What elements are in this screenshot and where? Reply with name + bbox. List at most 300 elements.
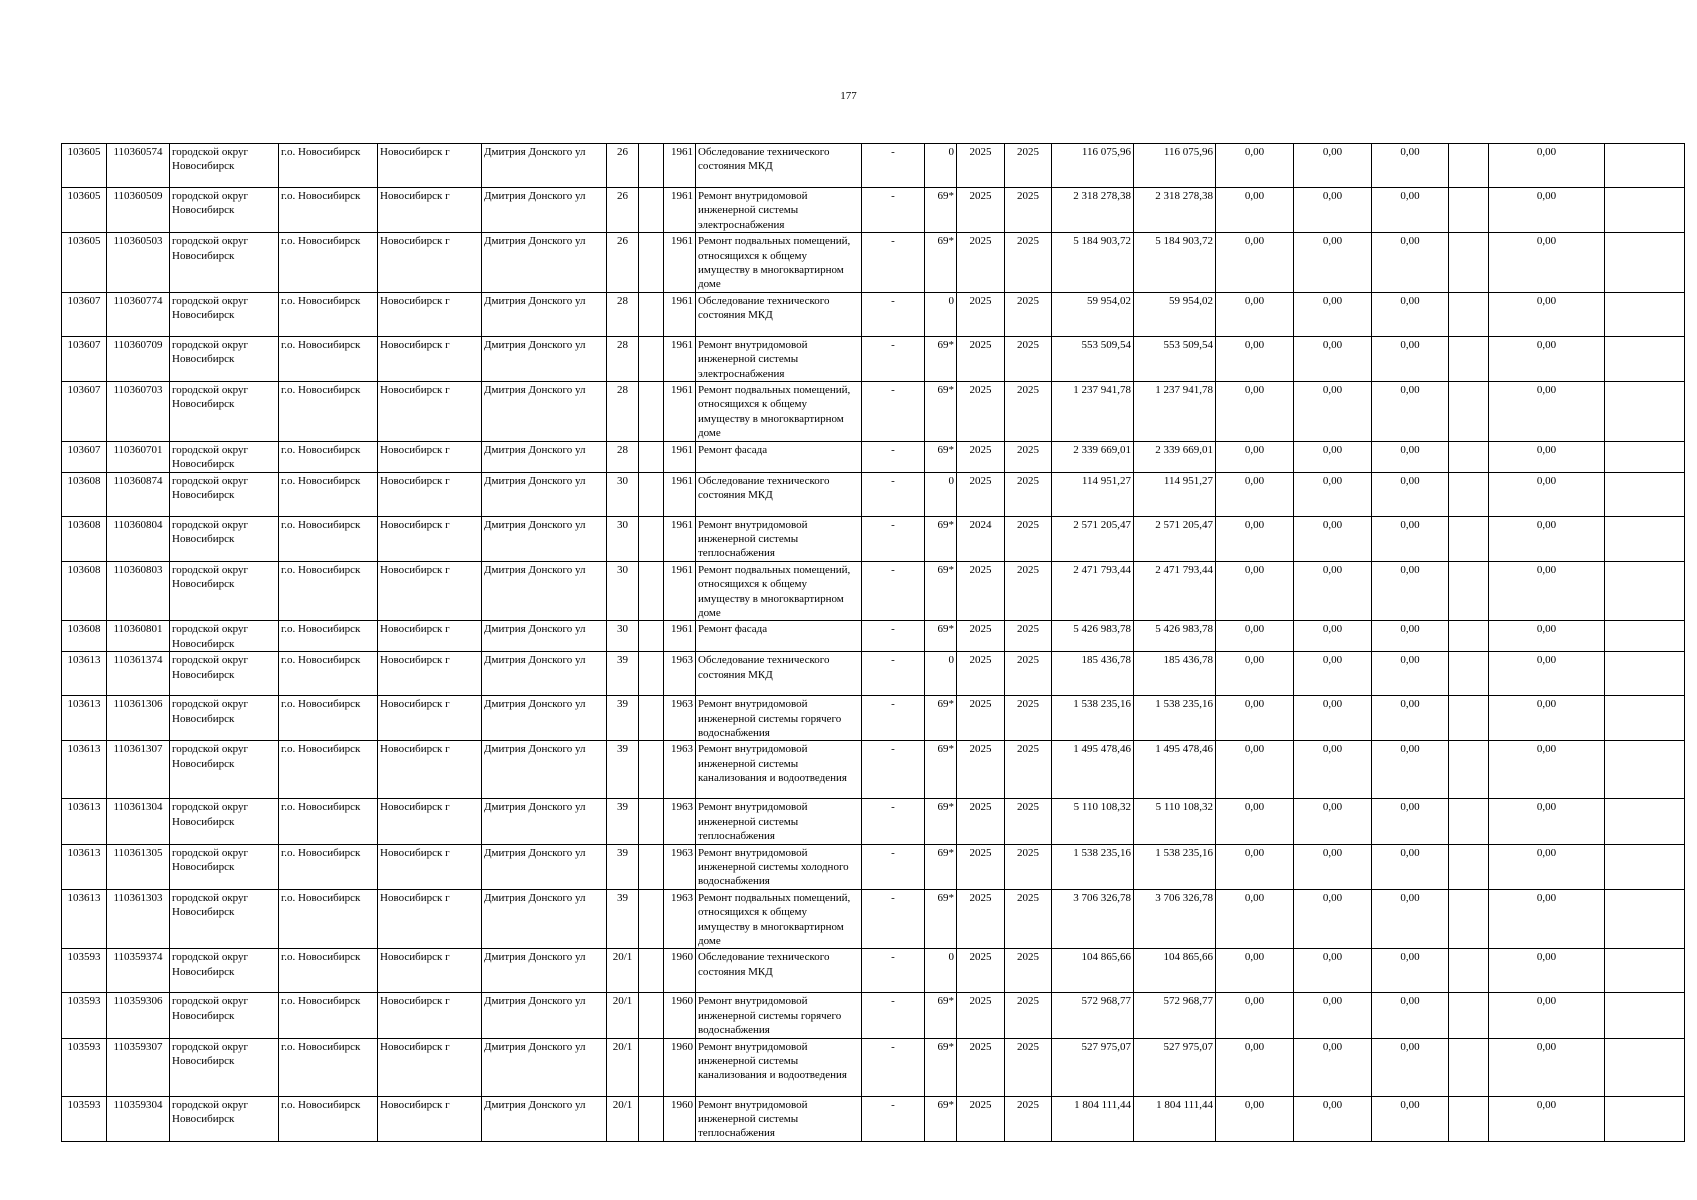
cell-building <box>639 621 664 652</box>
cell-building <box>639 561 664 621</box>
cell-row-id: 103613 <box>62 889 107 949</box>
cell-district: городской округ Новосибирск <box>170 621 279 652</box>
cell-municipality: г.о. Новосибирск <box>279 516 378 561</box>
cell-end-year: 2025 <box>1005 844 1052 889</box>
cell-building <box>639 993 664 1038</box>
cell-district: городской округ Новосибирск <box>170 472 279 516</box>
cell-district: городской округ Новосибирск <box>170 844 279 889</box>
cell-city: Новосибирск г <box>378 441 482 472</box>
cell-city: Новосибирск г <box>378 652 482 696</box>
cell-end-year: 2025 <box>1005 516 1052 561</box>
cell-street: Дмитрия Донского ул <box>482 144 607 188</box>
cell-work-code: 110360574 <box>107 144 170 188</box>
cell-city: Новосибирск г <box>378 516 482 561</box>
table-row <box>62 621 1685 652</box>
cell-work-type: Ремонт внутридомовой инженерной системы канализования и водоотведения <box>696 741 862 799</box>
cell-build-year: 1961 <box>664 292 696 336</box>
cell-indicator: - <box>862 1038 925 1096</box>
cell-row-id: 103613 <box>62 696 107 741</box>
cell-build-year: 1961 <box>664 336 696 381</box>
cell-cost-total: 2 339 669,01 <box>1052 441 1134 472</box>
cell-cost-owners: 0,00 <box>1489 336 1605 381</box>
cell-district: городской округ Новосибирск <box>170 741 279 799</box>
cell-cost-total: 5 110 108,32 <box>1052 799 1134 844</box>
cell-end-year: 2025 <box>1005 889 1052 949</box>
cell-city: Новосибирск г <box>378 472 482 516</box>
cell-build-year: 1961 <box>664 621 696 652</box>
cell-cost-owners: 0,00 <box>1489 844 1605 889</box>
cell-building <box>639 696 664 741</box>
cell-municipality: г.о. Новосибирск <box>279 382 378 442</box>
cell-district: городской округ Новосибирск <box>170 1096 279 1141</box>
cell-indicator: - <box>862 652 925 696</box>
cell-cost-federal: 0,00 <box>1216 441 1294 472</box>
cell-wear-percent: 69* <box>925 1096 957 1141</box>
cell-indicator: - <box>862 188 925 233</box>
cell-cost-total: 553 509,54 <box>1052 336 1134 381</box>
cell-start-year: 2025 <box>957 741 1005 799</box>
cell-cost-other <box>1449 1096 1489 1141</box>
table-row <box>62 336 1685 381</box>
cell-work-code: 110359304 <box>107 1096 170 1141</box>
cell-house-number: 28 <box>607 292 639 336</box>
cell-cost-local: 0,00 <box>1372 472 1449 516</box>
cell-wear-percent: 0 <box>925 144 957 188</box>
cell-cost-regional: 0,00 <box>1294 561 1372 621</box>
cell-work-type: Ремонт внутридомовой инженерной системы электроснабжения <box>696 336 862 381</box>
cell-indicator: - <box>862 233 925 293</box>
cell-municipality: г.о. Новосибирск <box>279 336 378 381</box>
cell-indicator: - <box>862 472 925 516</box>
cell-cost-federal: 0,00 <box>1216 741 1294 799</box>
cell-cost-owners: 0,00 <box>1489 233 1605 293</box>
cell-cost-owners: 0,00 <box>1489 741 1605 799</box>
cell-work-code: 110360801 <box>107 621 170 652</box>
cell-street: Дмитрия Донского ул <box>482 621 607 652</box>
cell-cost-fund: 185 436,78 <box>1134 652 1216 696</box>
cell-cost-other <box>1449 441 1489 472</box>
cell-row-id: 103608 <box>62 516 107 561</box>
cell-city: Новосибирск г <box>378 188 482 233</box>
cell-extra <box>1605 844 1685 889</box>
cell-cost-federal: 0,00 <box>1216 472 1294 516</box>
cell-street: Дмитрия Донского ул <box>482 949 607 993</box>
cell-cost-owners: 0,00 <box>1489 382 1605 442</box>
table-row <box>62 1038 1685 1096</box>
table-row <box>62 889 1685 949</box>
cell-row-id: 103607 <box>62 441 107 472</box>
cell-municipality: г.о. Новосибирск <box>279 233 378 293</box>
cell-cost-local: 0,00 <box>1372 144 1449 188</box>
cell-cost-federal: 0,00 <box>1216 516 1294 561</box>
cell-start-year: 2025 <box>957 621 1005 652</box>
cell-cost-local: 0,00 <box>1372 382 1449 442</box>
cell-start-year: 2025 <box>957 696 1005 741</box>
cell-district: городской округ Новосибирск <box>170 652 279 696</box>
cell-cost-total: 5 426 983,78 <box>1052 621 1134 652</box>
cell-house-number: 20/1 <box>607 949 639 993</box>
cell-street: Дмитрия Донского ул <box>482 472 607 516</box>
cell-extra <box>1605 188 1685 233</box>
cell-municipality: г.о. Новосибирск <box>279 844 378 889</box>
cell-cost-federal: 0,00 <box>1216 336 1294 381</box>
cell-building <box>639 472 664 516</box>
cell-row-id: 103613 <box>62 799 107 844</box>
cell-cost-regional: 0,00 <box>1294 441 1372 472</box>
cell-cost-total: 1 804 111,44 <box>1052 1096 1134 1141</box>
cell-end-year: 2025 <box>1005 949 1052 993</box>
cell-end-year: 2025 <box>1005 741 1052 799</box>
cell-row-id: 103607 <box>62 336 107 381</box>
cell-building <box>639 336 664 381</box>
cell-cost-fund: 5 110 108,32 <box>1134 799 1216 844</box>
cell-wear-percent: 0 <box>925 472 957 516</box>
cell-work-code: 110361374 <box>107 652 170 696</box>
cell-start-year: 2025 <box>957 144 1005 188</box>
cell-work-type: Обследование технического состояния МКД <box>696 292 862 336</box>
cell-district: городской округ Новосибирск <box>170 336 279 381</box>
cell-end-year: 2025 <box>1005 441 1052 472</box>
cell-wear-percent: 69* <box>925 516 957 561</box>
cell-building <box>639 1038 664 1096</box>
cell-work-code: 110360703 <box>107 382 170 442</box>
cell-cost-local: 0,00 <box>1372 889 1449 949</box>
cell-municipality: г.о. Новосибирск <box>279 993 378 1038</box>
cell-start-year: 2025 <box>957 233 1005 293</box>
cell-house-number: 20/1 <box>607 1096 639 1141</box>
cell-cost-federal: 0,00 <box>1216 1038 1294 1096</box>
cell-city: Новосибирск г <box>378 949 482 993</box>
cell-district: городской округ Новосибирск <box>170 516 279 561</box>
cell-indicator: - <box>862 441 925 472</box>
cell-street: Дмитрия Донского ул <box>482 993 607 1038</box>
cell-row-id: 103607 <box>62 292 107 336</box>
cell-extra <box>1605 441 1685 472</box>
cell-municipality: г.о. Новосибирск <box>279 188 378 233</box>
cell-row-id: 103607 <box>62 382 107 442</box>
cell-build-year: 1961 <box>664 561 696 621</box>
cell-work-type: Ремонт внутридомовой инженерной системы горячего водоснабжения <box>696 696 862 741</box>
cell-cost-total: 114 951,27 <box>1052 472 1134 516</box>
cell-start-year: 2025 <box>957 441 1005 472</box>
cell-municipality: г.о. Новосибирск <box>279 441 378 472</box>
cell-indicator: - <box>862 889 925 949</box>
cell-indicator: - <box>862 621 925 652</box>
cell-cost-other <box>1449 516 1489 561</box>
cell-work-type: Ремонт внутридомовой инженерной системы электроснабжения <box>696 188 862 233</box>
cell-work-code: 110359307 <box>107 1038 170 1096</box>
cell-indicator: - <box>862 799 925 844</box>
cell-cost-fund: 5 426 983,78 <box>1134 621 1216 652</box>
cell-house-number: 26 <box>607 233 639 293</box>
cell-indicator: - <box>862 516 925 561</box>
cell-cost-owners: 0,00 <box>1489 621 1605 652</box>
cell-cost-other <box>1449 621 1489 652</box>
cell-wear-percent: 69* <box>925 799 957 844</box>
cell-street: Дмитрия Донского ул <box>482 441 607 472</box>
cell-work-code: 110360804 <box>107 516 170 561</box>
cell-end-year: 2025 <box>1005 336 1052 381</box>
cell-cost-owners: 0,00 <box>1489 188 1605 233</box>
cell-start-year: 2025 <box>957 799 1005 844</box>
cell-wear-percent: 69* <box>925 1038 957 1096</box>
cell-cost-total: 2 318 278,38 <box>1052 188 1134 233</box>
cell-work-type: Ремонт внутридомовой инженерной системы горячего водоснабжения <box>696 993 862 1038</box>
cell-building <box>639 1096 664 1141</box>
cell-street: Дмитрия Донского ул <box>482 799 607 844</box>
cell-district: городской округ Новосибирск <box>170 993 279 1038</box>
cell-work-type: Ремонт внутридомовой инженерной системы канализования и водоотведения <box>696 1038 862 1096</box>
table-row <box>62 144 1685 188</box>
cell-start-year: 2025 <box>957 949 1005 993</box>
cell-work-type: Ремонт внутридомовой инженерной системы теплоснабжения <box>696 799 862 844</box>
cell-house-number: 39 <box>607 652 639 696</box>
cell-cost-fund: 114 951,27 <box>1134 472 1216 516</box>
cell-cost-local: 0,00 <box>1372 1038 1449 1096</box>
cell-municipality: г.о. Новосибирск <box>279 949 378 993</box>
cell-cost-fund: 1 804 111,44 <box>1134 1096 1216 1141</box>
cell-cost-fund: 2 471 793,44 <box>1134 561 1216 621</box>
cell-district: городской округ Новосибирск <box>170 188 279 233</box>
cell-cost-regional: 0,00 <box>1294 844 1372 889</box>
cell-house-number: 20/1 <box>607 1038 639 1096</box>
cell-wear-percent: 69* <box>925 233 957 293</box>
cell-end-year: 2025 <box>1005 1038 1052 1096</box>
cell-extra <box>1605 993 1685 1038</box>
cell-building <box>639 799 664 844</box>
cell-municipality: г.о. Новосибирск <box>279 561 378 621</box>
cell-work-type: Обследование технического состояния МКД <box>696 472 862 516</box>
cell-house-number: 39 <box>607 844 639 889</box>
cell-build-year: 1963 <box>664 696 696 741</box>
cell-wear-percent: 69* <box>925 889 957 949</box>
table-row <box>62 696 1685 741</box>
cell-street: Дмитрия Донского ул <box>482 233 607 293</box>
cell-cost-owners: 0,00 <box>1489 561 1605 621</box>
cell-row-id: 103605 <box>62 233 107 293</box>
cell-extra <box>1605 696 1685 741</box>
cell-cost-total: 527 975,07 <box>1052 1038 1134 1096</box>
cell-cost-local: 0,00 <box>1372 1096 1449 1141</box>
cell-indicator: - <box>862 741 925 799</box>
cell-work-code: 110361303 <box>107 889 170 949</box>
cell-extra <box>1605 741 1685 799</box>
cell-municipality: г.о. Новосибирск <box>279 889 378 949</box>
cell-end-year: 2025 <box>1005 233 1052 293</box>
cell-build-year: 1961 <box>664 472 696 516</box>
cell-build-year: 1963 <box>664 889 696 949</box>
cell-extra <box>1605 652 1685 696</box>
cell-cost-local: 0,00 <box>1372 516 1449 561</box>
cell-cost-local: 0,00 <box>1372 949 1449 993</box>
table-row <box>62 441 1685 472</box>
cell-wear-percent: 69* <box>925 621 957 652</box>
cell-cost-other <box>1449 889 1489 949</box>
cell-cost-other <box>1449 382 1489 442</box>
cell-wear-percent: 69* <box>925 561 957 621</box>
cell-street: Дмитрия Донского ул <box>482 652 607 696</box>
cell-end-year: 2025 <box>1005 621 1052 652</box>
cell-city: Новосибирск г <box>378 1096 482 1141</box>
cell-cost-fund: 5 184 903,72 <box>1134 233 1216 293</box>
cell-house-number: 30 <box>607 621 639 652</box>
table-body <box>62 144 1685 1142</box>
cell-work-type: Ремонт фасада <box>696 441 862 472</box>
cell-cost-regional: 0,00 <box>1294 472 1372 516</box>
cell-cost-federal: 0,00 <box>1216 233 1294 293</box>
cell-start-year: 2025 <box>957 1038 1005 1096</box>
cell-cost-regional: 0,00 <box>1294 949 1372 993</box>
cell-cost-total: 185 436,78 <box>1052 652 1134 696</box>
cell-cost-regional: 0,00 <box>1294 889 1372 949</box>
cell-cost-other <box>1449 652 1489 696</box>
cell-cost-regional: 0,00 <box>1294 652 1372 696</box>
cell-building <box>639 441 664 472</box>
cell-start-year: 2025 <box>957 292 1005 336</box>
cell-house-number: 39 <box>607 889 639 949</box>
cell-cost-federal: 0,00 <box>1216 292 1294 336</box>
cell-cost-fund: 2 339 669,01 <box>1134 441 1216 472</box>
cell-work-code: 110361306 <box>107 696 170 741</box>
cell-cost-federal: 0,00 <box>1216 1096 1294 1141</box>
cell-house-number: 28 <box>607 336 639 381</box>
cell-house-number: 39 <box>607 799 639 844</box>
table-row <box>62 799 1685 844</box>
cell-district: городской округ Новосибирск <box>170 561 279 621</box>
cell-cost-local: 0,00 <box>1372 621 1449 652</box>
cell-cost-fund: 1 538 235,16 <box>1134 844 1216 889</box>
cell-start-year: 2025 <box>957 382 1005 442</box>
cell-cost-regional: 0,00 <box>1294 188 1372 233</box>
cell-cost-total: 2 571 205,47 <box>1052 516 1134 561</box>
cell-cost-owners: 0,00 <box>1489 799 1605 844</box>
cell-cost-other <box>1449 949 1489 993</box>
cell-cost-fund: 553 509,54 <box>1134 336 1216 381</box>
cell-building <box>639 949 664 993</box>
cell-extra <box>1605 292 1685 336</box>
cell-extra <box>1605 561 1685 621</box>
cell-city: Новосибирск г <box>378 741 482 799</box>
cell-cost-federal: 0,00 <box>1216 844 1294 889</box>
cell-city: Новосибирск г <box>378 292 482 336</box>
cell-cost-local: 0,00 <box>1372 696 1449 741</box>
cell-end-year: 2025 <box>1005 472 1052 516</box>
cell-cost-local: 0,00 <box>1372 188 1449 233</box>
cell-extra <box>1605 336 1685 381</box>
cell-street: Дмитрия Донского ул <box>482 696 607 741</box>
cell-district: городской округ Новосибирск <box>170 441 279 472</box>
cell-cost-regional: 0,00 <box>1294 741 1372 799</box>
cell-cost-other <box>1449 336 1489 381</box>
cell-street: Дмитрия Донского ул <box>482 889 607 949</box>
cell-cost-regional: 0,00 <box>1294 696 1372 741</box>
cell-street: Дмитрия Донского ул <box>482 1096 607 1141</box>
cell-cost-other <box>1449 844 1489 889</box>
cell-cost-fund: 2 318 278,38 <box>1134 188 1216 233</box>
table-row <box>62 516 1685 561</box>
cell-wear-percent: 69* <box>925 844 957 889</box>
cell-wear-percent: 0 <box>925 292 957 336</box>
cell-extra <box>1605 621 1685 652</box>
cell-end-year: 2025 <box>1005 382 1052 442</box>
cell-cost-federal: 0,00 <box>1216 382 1294 442</box>
cell-house-number: 26 <box>607 188 639 233</box>
cell-extra <box>1605 1038 1685 1096</box>
cell-district: городской округ Новосибирск <box>170 889 279 949</box>
cell-build-year: 1961 <box>664 382 696 442</box>
table-row <box>62 652 1685 696</box>
capital-repair-table <box>61 143 1685 1142</box>
cell-row-id: 103613 <box>62 741 107 799</box>
cell-cost-owners: 0,00 <box>1489 516 1605 561</box>
cell-cost-total: 104 865,66 <box>1052 949 1134 993</box>
cell-house-number: 26 <box>607 144 639 188</box>
cell-municipality: г.о. Новосибирск <box>279 652 378 696</box>
table-row <box>62 233 1685 293</box>
cell-indicator: - <box>862 336 925 381</box>
table-row <box>62 1096 1685 1141</box>
cell-house-number: 39 <box>607 741 639 799</box>
cell-house-number: 30 <box>607 516 639 561</box>
cell-cost-other <box>1449 188 1489 233</box>
cell-street: Дмитрия Донского ул <box>482 844 607 889</box>
cell-cost-fund: 3 706 326,78 <box>1134 889 1216 949</box>
cell-row-id: 103593 <box>62 1038 107 1096</box>
cell-end-year: 2025 <box>1005 1096 1052 1141</box>
cell-start-year: 2025 <box>957 336 1005 381</box>
cell-row-id: 103608 <box>62 561 107 621</box>
cell-cost-other <box>1449 472 1489 516</box>
cell-cost-regional: 0,00 <box>1294 1096 1372 1141</box>
cell-cost-other <box>1449 292 1489 336</box>
cell-cost-regional: 0,00 <box>1294 292 1372 336</box>
cell-row-id: 103613 <box>62 844 107 889</box>
cell-cost-total: 1 538 235,16 <box>1052 696 1134 741</box>
cell-build-year: 1961 <box>664 188 696 233</box>
cell-cost-fund: 527 975,07 <box>1134 1038 1216 1096</box>
cell-cost-local: 0,00 <box>1372 652 1449 696</box>
cell-build-year: 1963 <box>664 741 696 799</box>
cell-end-year: 2025 <box>1005 188 1052 233</box>
cell-district: городской округ Новосибирск <box>170 1038 279 1096</box>
cell-city: Новосибирск г <box>378 382 482 442</box>
cell-cost-fund: 2 571 205,47 <box>1134 516 1216 561</box>
cell-work-code: 110359306 <box>107 993 170 1038</box>
cell-work-type: Ремонт внутридомовой инженерной системы теплоснабжения <box>696 516 862 561</box>
cell-street: Дмитрия Донского ул <box>482 1038 607 1096</box>
cell-municipality: г.о. Новосибирск <box>279 799 378 844</box>
cell-work-type: Обследование технического состояния МКД <box>696 144 862 188</box>
cell-row-id: 103593 <box>62 949 107 993</box>
cell-cost-other <box>1449 741 1489 799</box>
cell-build-year: 1961 <box>664 441 696 472</box>
cell-cost-owners: 0,00 <box>1489 993 1605 1038</box>
cell-extra <box>1605 889 1685 949</box>
cell-build-year: 1961 <box>664 233 696 293</box>
cell-building <box>639 188 664 233</box>
cell-city: Новосибирск г <box>378 233 482 293</box>
cell-house-number: 20/1 <box>607 993 639 1038</box>
cell-work-type: Обследование технического состояния МКД <box>696 652 862 696</box>
cell-city: Новосибирск г <box>378 889 482 949</box>
cell-work-type: Ремонт внутридомовой инженерной системы теплоснабжения <box>696 1096 862 1141</box>
cell-build-year: 1960 <box>664 993 696 1038</box>
cell-extra <box>1605 472 1685 516</box>
cell-city: Новосибирск г <box>378 696 482 741</box>
cell-cost-federal: 0,00 <box>1216 621 1294 652</box>
cell-work-code: 110361305 <box>107 844 170 889</box>
cell-cost-regional: 0,00 <box>1294 993 1372 1038</box>
